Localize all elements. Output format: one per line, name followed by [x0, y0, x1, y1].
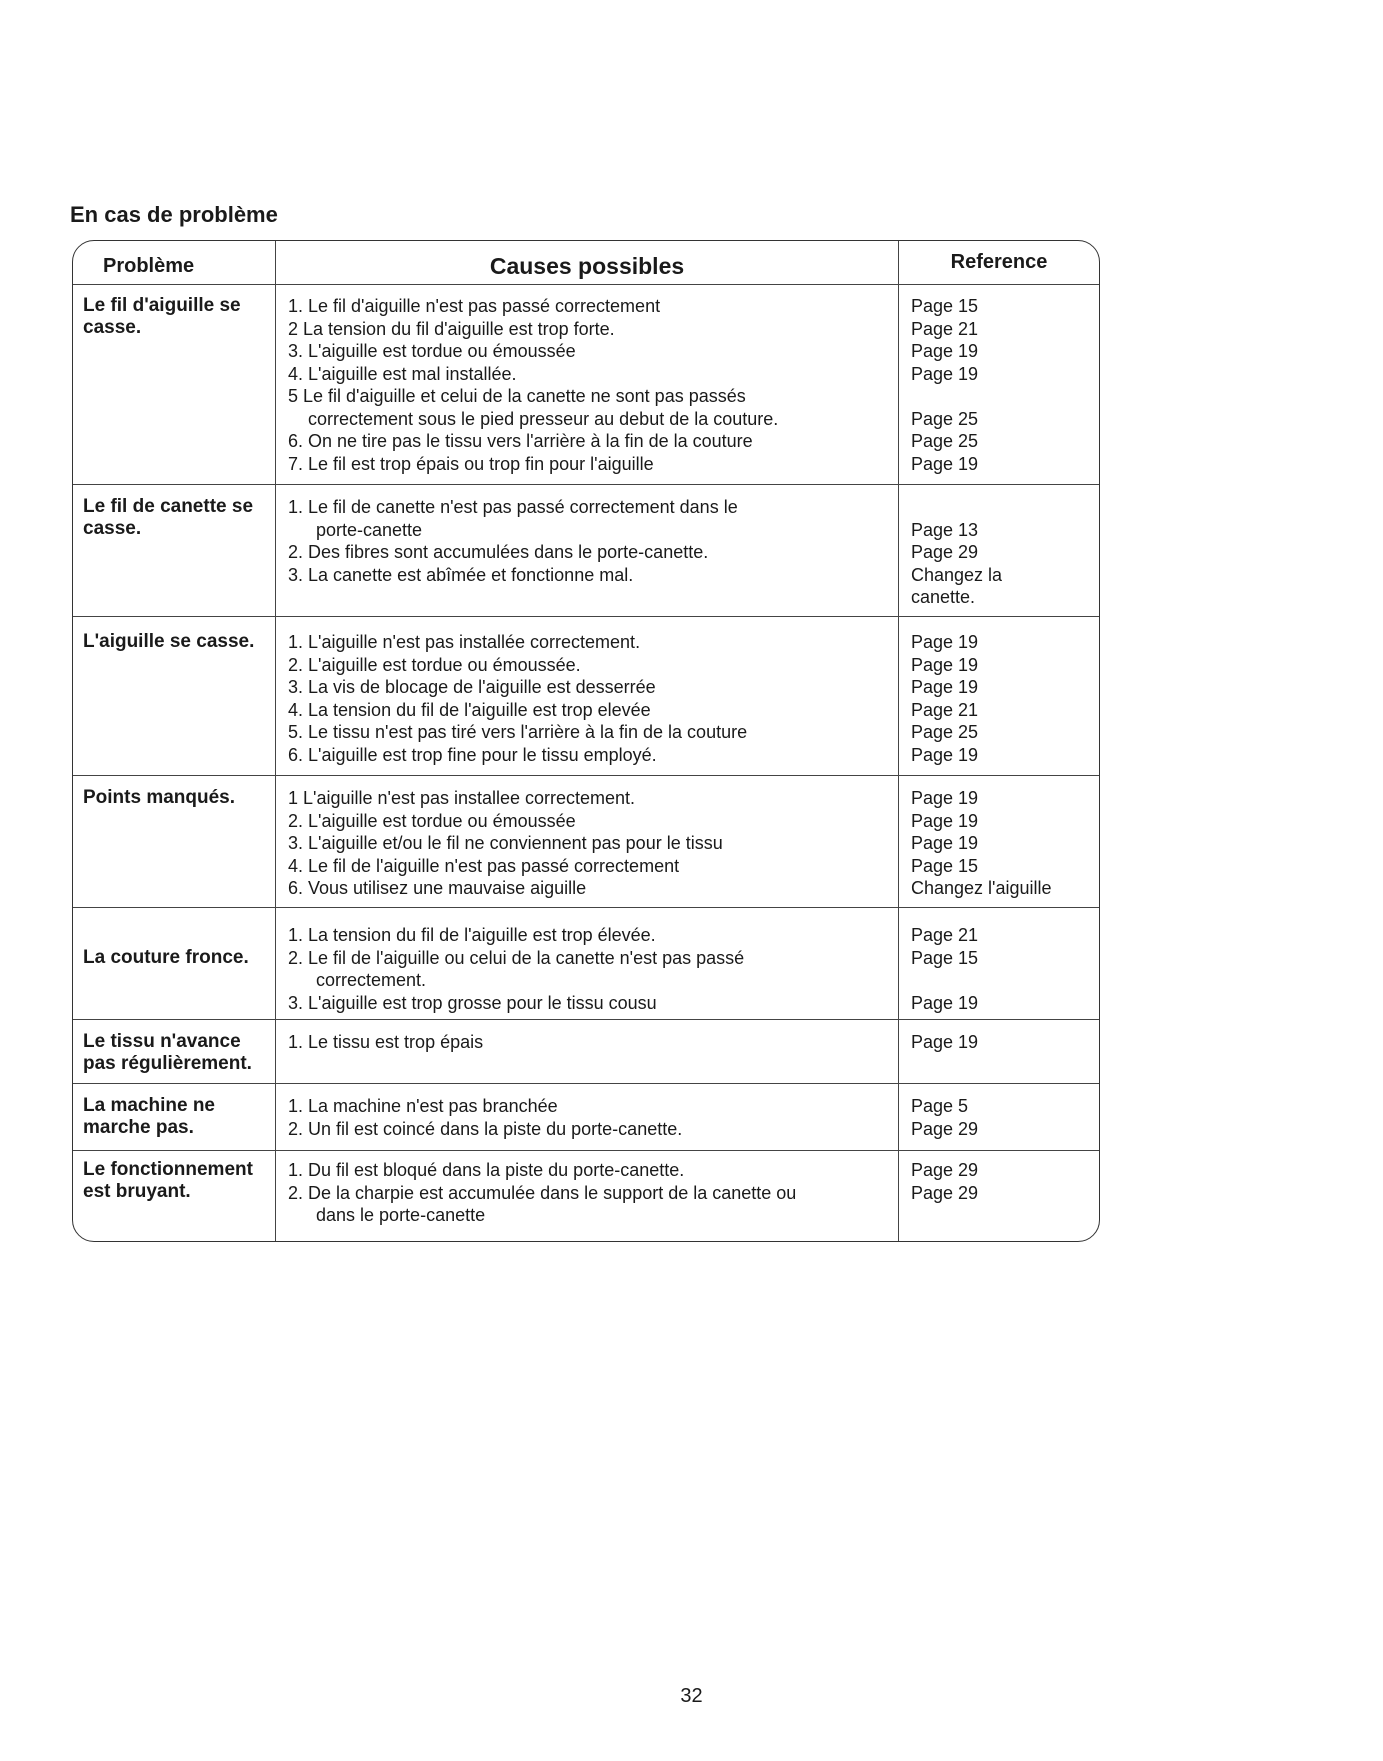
cause-item: 6. L'aiguille est trop fine pour le tissu employé.	[288, 744, 657, 765]
cause-item: 2 La tension du fil d'aiguille est trop forte.	[288, 318, 615, 339]
table-header-row	[73, 241, 1099, 285]
reference-item: Page 19	[911, 654, 979, 675]
causes-cell	[275, 776, 898, 907]
reference-item: Page 19	[911, 363, 979, 384]
cause-item: 3. L'aiguille et/ou le fil ne conviennent pas pour le tissu	[288, 833, 723, 853]
cause-item: 3. La canette est abîmée et fonctionne mal.	[288, 564, 634, 585]
cause-item: 2. Des fibres sont accumulées dans le porte-canette.	[288, 542, 709, 562]
problem-text: L'aiguille se casse.	[83, 631, 255, 652]
reference-item: Page 19	[911, 992, 979, 1013]
reference-item: Page 19	[911, 453, 979, 474]
reference-spacer	[899, 969, 1099, 992]
header-reference: Reference	[898, 241, 1099, 284]
problem-cell	[73, 776, 275, 907]
cause-item: 6. Vous utilisez une mauvaise aiguille	[288, 878, 587, 898]
cause-item: 1. Le fil de canette n'est pas passé correctement dans le	[288, 497, 738, 517]
reference-item: Page 5	[911, 1096, 969, 1116]
reference-item: Page 19	[911, 1032, 979, 1052]
reference-cell	[898, 485, 1099, 616]
cause-item: 1. Le fil d'aiguille n'est pas passé correctement	[288, 296, 661, 316]
reference-item: Page 21	[911, 318, 979, 339]
problem-cell	[73, 908, 275, 1019]
reference-cell	[898, 1151, 1099, 1242]
cause-item: 2. Un fil est coincé dans la piste du porte-canette.	[288, 1118, 683, 1139]
reference-item: Page 25	[911, 408, 979, 429]
cause-item: 7. Le fil est trop épais ou trop fin pour l'aiguille	[288, 453, 654, 474]
table-row-fabric-feed	[73, 1020, 1099, 1084]
cause-item: 4. La tension du fil de l'aiguille est trop elevée	[288, 699, 651, 720]
cause-item-continued: porte-canette	[316, 519, 423, 540]
cause-item: 1. Du fil est bloqué dans la piste du porte-canette.	[288, 1160, 685, 1180]
reference-item: Changez l'aiguille	[911, 878, 1052, 898]
section-title: En cas de problème	[70, 202, 278, 227]
page-number: 32	[680, 1685, 703, 1707]
cause-item: 2. L'aiguille est tordue ou émoussée	[288, 810, 576, 831]
reference-item: Page 19	[911, 810, 979, 831]
causes-cell	[275, 1084, 898, 1150]
reference-item: Page 21	[911, 699, 979, 720]
problem-text: Le fonctionnement	[83, 1159, 253, 1180]
causes-cell	[275, 617, 898, 775]
problem-text: La couture fronce.	[83, 947, 249, 968]
table-row-skipped-stitches	[73, 776, 1099, 908]
reference-item: Page 25	[911, 431, 979, 451]
problem-cell	[73, 1151, 275, 1242]
reference-item: Page 29	[911, 1118, 979, 1139]
cause-item-continued: dans le porte-canette	[316, 1205, 486, 1225]
table-row-bobbin-thread-breaks	[73, 485, 1099, 617]
cause-item: 3. L'aiguille est tordue ou émoussée	[288, 341, 576, 361]
table-row-needle-thread-breaks	[73, 285, 1099, 485]
reference-item: canette.	[911, 587, 976, 607]
reference-cell	[898, 776, 1099, 907]
problem-cell	[73, 617, 275, 775]
causes-cell	[275, 285, 898, 484]
cause-item: 1. Le tissu est trop épais	[288, 1032, 484, 1052]
problem-text: marche pas.	[83, 1117, 194, 1138]
reference-cell	[898, 285, 1099, 484]
cause-item: 5 Le fil d'aiguille et celui de la canette ne sont pas passés	[288, 386, 746, 406]
problem-text: est bruyant.	[83, 1181, 191, 1202]
reference-item: Page 19	[911, 341, 979, 361]
causes-cell	[275, 485, 898, 616]
reference-item: Changez la	[911, 564, 1003, 585]
reference-item: Page 19	[911, 788, 979, 808]
reference-spacer	[899, 385, 1099, 408]
cause-item: 1. La machine n'est pas branchée	[288, 1096, 558, 1116]
header-causes: Causes possibles	[275, 241, 898, 284]
cause-item: 4. Le fil de l'aiguille n'est pas passé correctement	[288, 855, 680, 876]
cause-item: 1. L'aiguille n'est pas installée correctement.	[288, 632, 641, 652]
cause-item: 1 L'aiguille n'est pas installee correctement.	[288, 788, 636, 808]
problem-text: La machine ne	[83, 1095, 215, 1116]
cause-item: 2. L'aiguille est tordue ou émoussée.	[288, 654, 581, 675]
cause-item: 3. L'aiguille est trop grosse pour le tissu cousu	[288, 992, 657, 1013]
reference-item: Page 29	[911, 1160, 979, 1180]
table-row-needle-breaks	[73, 617, 1099, 776]
reference-item: Page 19	[911, 744, 979, 765]
cause-item: 3. La vis de blocage de l'aiguille est desserrée	[288, 677, 656, 697]
reference-item: Page 25	[911, 722, 979, 742]
reference-item: Page 19	[911, 833, 979, 853]
causes-cell	[275, 1020, 898, 1083]
problem-cell	[73, 1084, 275, 1150]
cause-item: 4. L'aiguille est mal installée.	[288, 363, 517, 384]
cause-item: 2. Le fil de l'aiguille ou celui de la canette n'est pas passé	[288, 947, 745, 968]
reference-cell	[898, 1084, 1099, 1150]
cause-item: 1. La tension du fil de l'aiguille est trop élevée.	[288, 925, 656, 945]
causes-cell	[275, 908, 898, 1019]
problem-cell	[73, 485, 275, 616]
cause-item-continued: correctement sous le pied presseur au debut de la couture.	[308, 408, 779, 429]
causes-cell	[275, 1151, 898, 1242]
problem-cell	[73, 1020, 275, 1083]
reference-item: Page 15	[911, 855, 979, 876]
cause-item-continued: correctement.	[316, 970, 427, 990]
reference-spacer	[899, 496, 1099, 519]
problem-text: Le fil de canette se	[83, 496, 254, 517]
problem-text: casse.	[83, 317, 142, 338]
problem-text: Le tissu n'avance	[83, 1031, 241, 1052]
cause-item: 6. On ne tire pas le tissu vers l'arrière à la fin de la couture	[288, 431, 753, 451]
reference-item: Page 19	[911, 632, 979, 652]
header-problem: Problème	[103, 255, 195, 277]
reference-cell	[898, 908, 1099, 1019]
table-row-seam-puckers	[73, 908, 1099, 1020]
table-row-noisy-operation	[73, 1151, 1099, 1242]
reference-item: Page 29	[911, 542, 979, 562]
reference-item: Page 29	[911, 1182, 979, 1203]
problem-text: casse.	[83, 518, 142, 539]
reference-item: Page 15	[911, 947, 979, 968]
reference-cell	[898, 1020, 1099, 1083]
reference-item: Page 21	[911, 925, 979, 945]
problem-text: Points manqués.	[83, 787, 236, 808]
problem-text: Le fil d'aiguille se	[83, 295, 241, 316]
reference-item: Page 15	[911, 296, 979, 316]
cause-item: 5. Le tissu n'est pas tiré vers l'arrière à la fin de la couture	[288, 722, 748, 742]
reference-item: Page 13	[911, 519, 979, 540]
cause-item: 2. De la charpie est accumulée dans le support de la canette ou	[288, 1182, 797, 1203]
problem-cell	[73, 285, 275, 484]
table-row-machine-not-running	[73, 1084, 1099, 1151]
problem-text: pas régulièrement.	[83, 1053, 252, 1074]
reference-item: Page 19	[911, 677, 979, 697]
troubleshooting-table	[72, 240, 1100, 1242]
reference-cell	[898, 617, 1099, 775]
